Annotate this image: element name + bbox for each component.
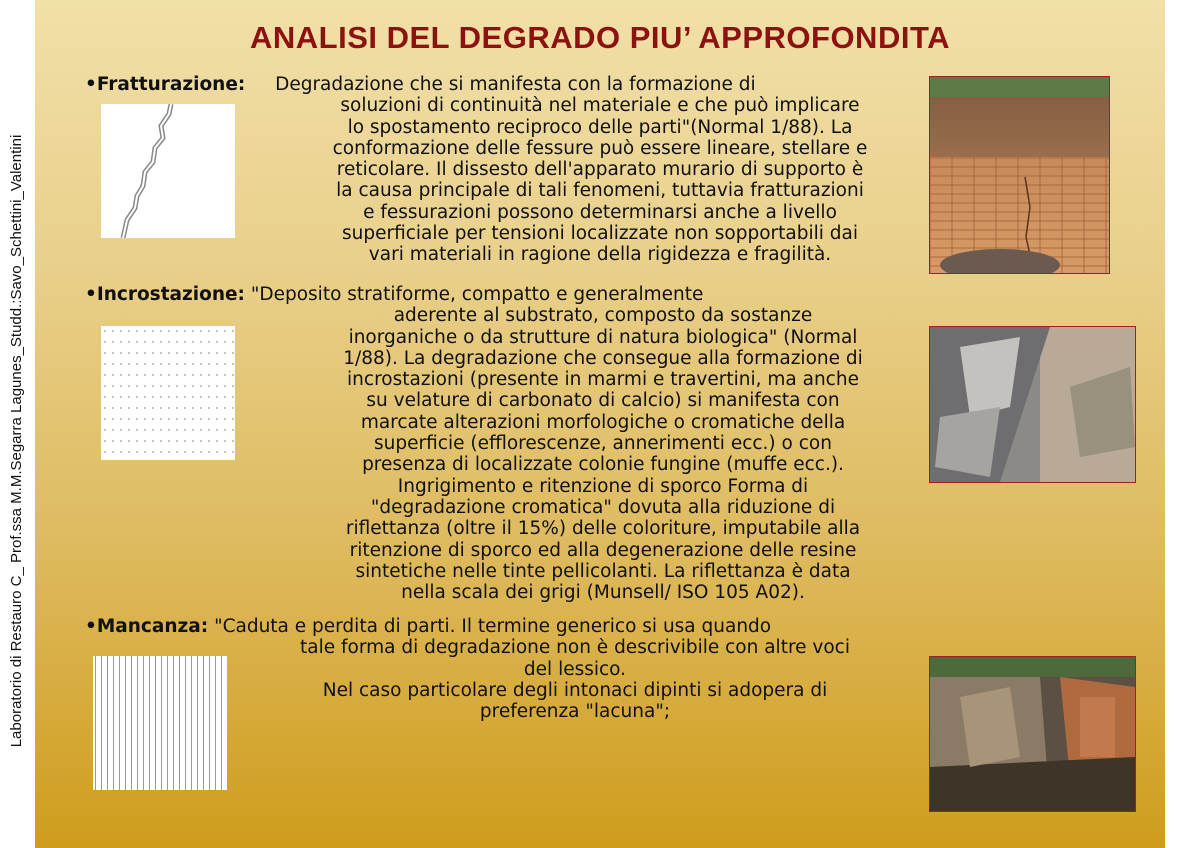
section-line	[85, 284, 885, 305]
section-text-line: "degradazione cromatica" dovuta alla riduzione di	[370, 496, 836, 518]
section-text-line: nella scala dei grigi (Munsell/ ISO 105 A02).	[401, 582, 805, 604]
lines-pattern-symbol	[93, 656, 227, 790]
section-text-line: riflettanza (oltre il 15%) delle coloriture, imputabile alla	[345, 518, 861, 540]
section-text-line: 1/88). La degradazione che consegue alla formazione di	[343, 347, 863, 369]
section-text-line: ritenzione di sporco ed alla degenerazione delle resine	[349, 539, 857, 561]
section-heading: •Fratturazione:	[85, 74, 246, 95]
side-strip	[0, 0, 35, 848]
section-text-line: sintetiche nelle tinte pellicolanti. La riflettanza è data	[355, 560, 851, 582]
section-mancanza	[85, 616, 925, 637]
section-text-line: lo spostamento reciproco delle parti"(Normal 1/88). La	[347, 116, 853, 138]
section-text-line: del lessico.	[523, 658, 627, 680]
section-text-line: superficie (efflorescenze, annerimenti ecc.) o con	[374, 433, 832, 455]
page-title: ANALISI DEL DEGRADO PIU’ APPROFONDITA	[250, 20, 950, 55]
section-text-line: vari materiali in ragione della rigidezza e fragilità.	[368, 244, 832, 266]
section-text-line: incrostazioni (presente in marmi e travertini, ma anche	[347, 369, 859, 391]
brick-wall-photo	[929, 76, 1110, 274]
section-text-line: marcate alterazioni morfologiche o cromatiche della	[360, 411, 846, 433]
section-line	[85, 74, 925, 95]
section-text-line: conformazione delle fessure può essere lineare, stellare e	[332, 137, 868, 159]
section-mancanza-body	[245, 637, 905, 722]
ruins-photo	[929, 656, 1136, 812]
section-incrostazione	[85, 284, 885, 305]
section-heading: •Incrostazione:	[85, 284, 245, 305]
crack-symbol	[101, 104, 235, 238]
section-text-line: inorganiche o da strutture di natura biologica" (Normal	[348, 326, 858, 348]
section-text-line: Nel caso particolare degli intonaci dipinti si adopera di	[322, 679, 828, 701]
section-fratturazione-body	[270, 95, 930, 265]
encrusted-stone-photo	[929, 326, 1136, 483]
section-text-line: preferenza "lacuna";	[479, 701, 671, 723]
section-heading: •Mancanza:	[85, 616, 209, 637]
section-text-line: presenza di localizzate colonie fungine (muffe ecc.).	[362, 454, 844, 476]
section-text-line: "Deposito stratiforme, compatto e generalmente	[250, 284, 704, 305]
section-text-line: aderente al substrato, composto da sostanze	[393, 305, 813, 327]
section-text-line: tale forma di degradazione non è descrivibile con altre voci	[300, 637, 850, 659]
side-credit-label: Laboratorio di Restauro C_ Prof.ssa M.M.Segarra Lagunes_Studd.:Savo_Schettini_Valentini	[8, 134, 25, 748]
section-line	[85, 616, 925, 637]
section-text-line: "Caduta e perdita di parti. Il termine generico si usa quando	[214, 616, 772, 637]
section-text-line: e fessurazioni possono determinarsi anche a livello	[363, 201, 837, 223]
section-text-line: Ingrigimento e ritenzione di sporco Forma di	[397, 475, 809, 497]
section-incrostazione-body	[273, 305, 933, 603]
section-text-line: reticolare. Il dissesto dell'apparato murario di supporto è	[336, 159, 864, 181]
section-text-line: superficiale per tensioni localizzate non sopportabili dai	[341, 223, 858, 245]
slide	[35, 0, 1165, 848]
section-text-line: la causa principale di tali fenomeni, tuttavia fratturazioni	[336, 180, 864, 202]
section-text-line: Degradazione che si manifesta con la formazione di	[275, 74, 756, 95]
section-text-line: su velature di carbonato di calcio) si manifesta con	[366, 390, 840, 412]
section-text-line: soluzioni di continuità nel materiale e che può implicare	[340, 95, 860, 117]
dot-pattern-symbol	[101, 326, 235, 460]
section-fratturazione	[85, 74, 925, 95]
right-strip	[1165, 0, 1200, 848]
